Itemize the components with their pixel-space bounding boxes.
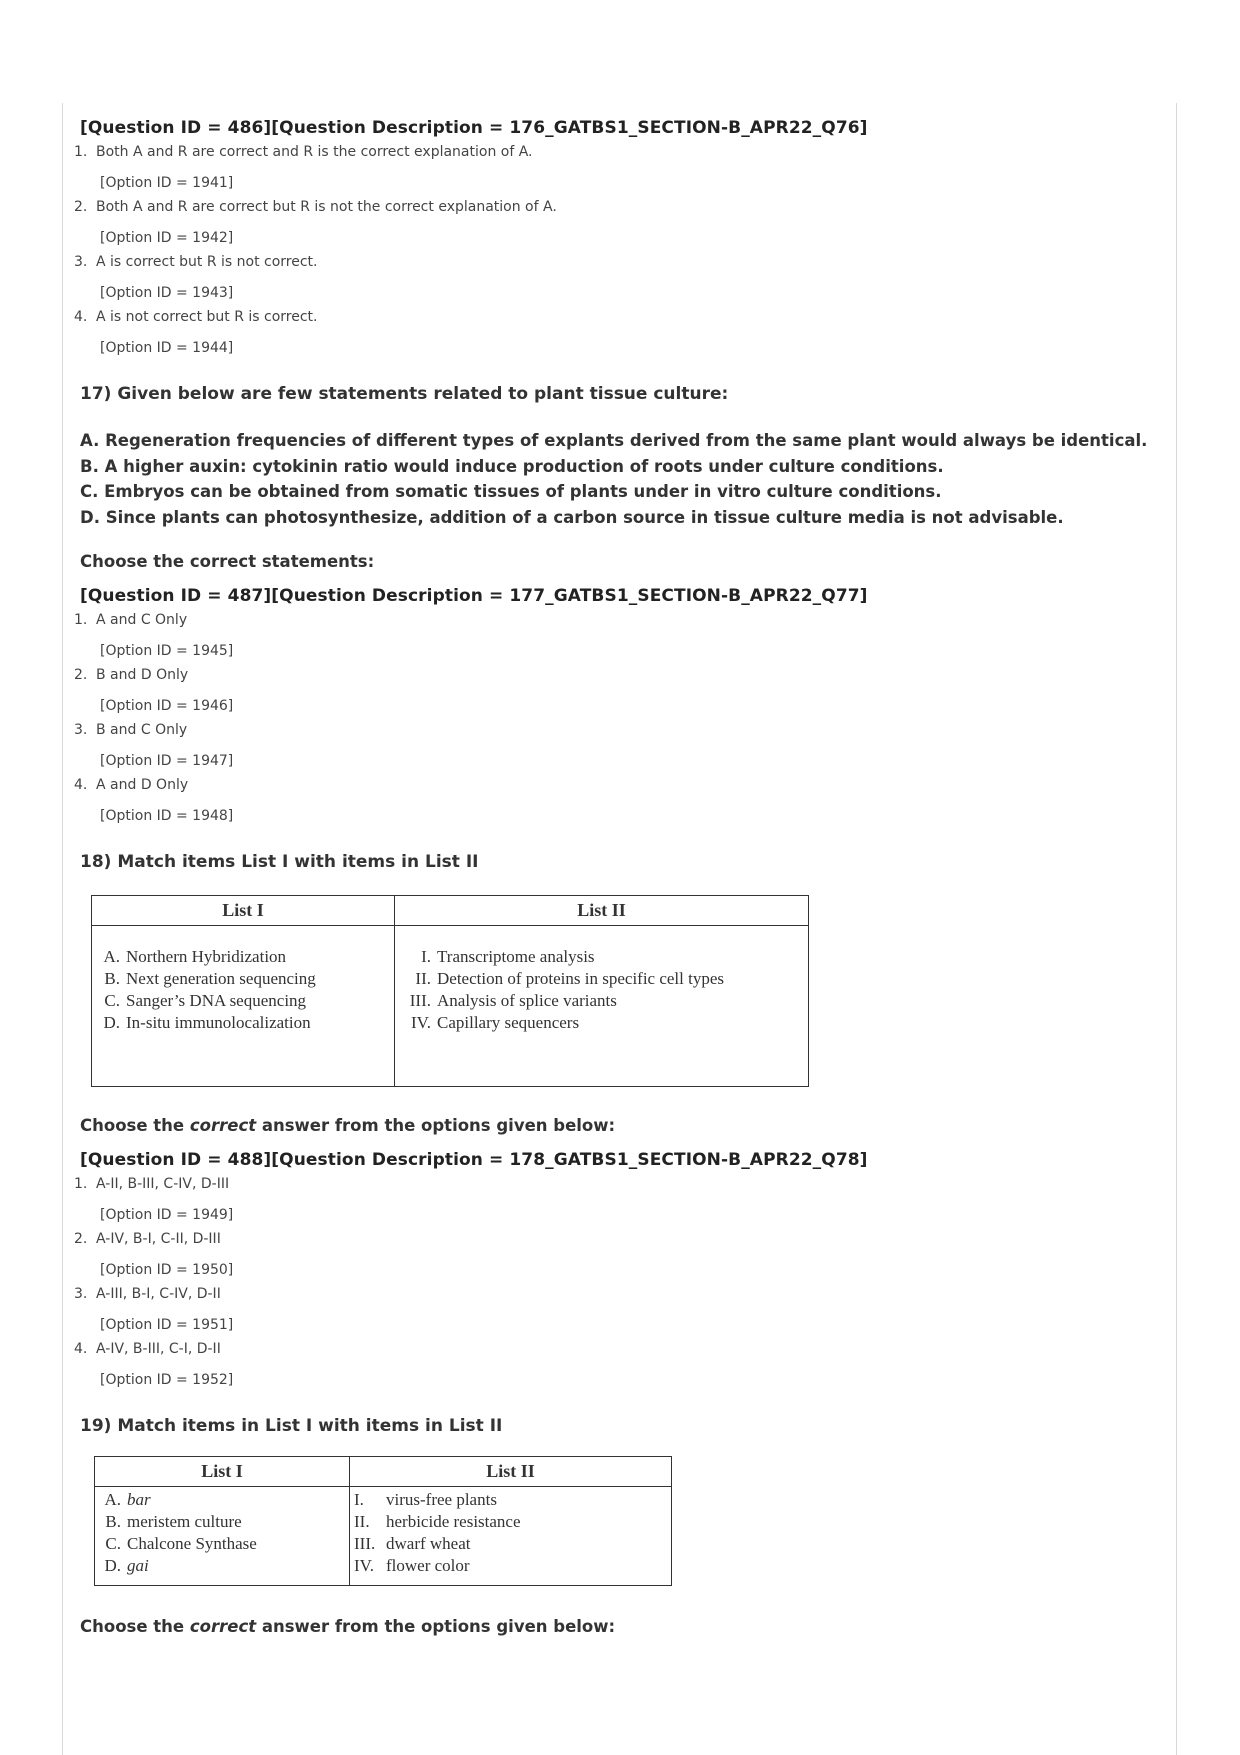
option-item[interactable] (74, 197, 1164, 252)
item-label: I. (354, 1490, 364, 1509)
table-header-list-i: List I (95, 1457, 350, 1487)
item-label: B. (104, 969, 120, 988)
options-list-q16 (74, 142, 1164, 362)
item-text: Transcriptome analysis (437, 947, 595, 966)
option-id: [Option ID = 1945] (100, 643, 234, 659)
option-number: 1. (74, 144, 88, 160)
option-number: 2. (74, 667, 88, 683)
item-text: bar (127, 1490, 151, 1509)
prompt-emphasis: correct (189, 1116, 257, 1135)
option-number: 2. (74, 1231, 88, 1247)
list-item (354, 1555, 667, 1577)
statement-d: D. Since plants can photosynthesize, addition of a carbon source in tissue culture media is not advisable. (80, 507, 1064, 527)
prompt-text-pre: Choose the (80, 1116, 190, 1135)
prompt-emphasis: correct (189, 1617, 257, 1636)
item-text: dwarf wheat (386, 1534, 471, 1553)
question-id-488: [Question ID = 488][Question Description = 178_GATBS1_SECTION-B_APR22_Q78] (80, 1150, 868, 1170)
option-id: [Option ID = 1943] (100, 285, 234, 301)
item-text: Sanger’s DNA sequencing (126, 991, 307, 1010)
option-text: A is correct but R is not correct. (96, 254, 318, 270)
item-label: IV. (411, 1013, 431, 1032)
option-item[interactable] (74, 307, 1164, 362)
option-item[interactable] (74, 1284, 1164, 1339)
item-text: Analysis of splice variants (437, 991, 617, 1010)
option-item[interactable] (74, 252, 1164, 307)
item-label: A. (103, 947, 120, 966)
table-header-list-ii: List II (395, 896, 809, 926)
prompt-text-pre: Choose the (80, 1617, 190, 1636)
list-ii-cell (350, 1487, 672, 1586)
item-text: Detection of proteins in specific cell types (437, 969, 725, 988)
option-number: 3. (74, 1286, 88, 1302)
option-id: [Option ID = 1941] (100, 175, 234, 191)
item-label: III. (354, 1534, 376, 1553)
option-id: [Option ID = 1946] (100, 698, 234, 714)
statement-c: C. Embryos can be obtained from somatic tissues of plants under in vitro culture conditions. (80, 482, 942, 501)
list-ii-cell (395, 926, 809, 1087)
option-number: 3. (74, 254, 88, 270)
list-item (401, 946, 802, 968)
table-header-list-i: List I (92, 896, 395, 926)
page-rule-right (1176, 103, 1177, 1755)
item-text: gai (127, 1556, 149, 1575)
option-text: B and D Only (96, 667, 189, 683)
item-text: virus-free plants (386, 1490, 497, 1509)
option-text: A is not correct but R is correct. (96, 309, 318, 325)
item-label: D. (103, 1013, 120, 1032)
option-id: [Option ID = 1950] (100, 1262, 234, 1278)
list-item (98, 968, 388, 990)
option-text: A-IV, B-I, C-II, D-III (96, 1231, 221, 1247)
choose-prompt-19 (80, 1617, 1164, 1636)
item-text: Chalcone Synthase (127, 1534, 257, 1553)
statement-b: B. A higher auxin: cytokinin ratio would induce production of roots under culture conditions. (80, 456, 944, 476)
list-item (99, 1555, 345, 1577)
list-item (98, 990, 388, 1012)
option-text: A and C Only (96, 612, 188, 628)
option-id: [Option ID = 1942] (100, 230, 234, 246)
option-id: [Option ID = 1944] (100, 340, 234, 356)
list-item (401, 990, 802, 1012)
item-label: II. (415, 969, 431, 988)
item-text: In-situ immunolocalization (126, 1013, 311, 1032)
option-number: 1. (74, 612, 88, 628)
option-id: [Option ID = 1951] (100, 1317, 234, 1333)
list-item (401, 1012, 802, 1034)
item-text: meristem culture (127, 1512, 242, 1531)
option-number: 4. (74, 309, 88, 325)
option-item[interactable] (74, 610, 1164, 665)
list-i-cell (95, 1487, 350, 1586)
list-item (354, 1533, 667, 1555)
statement-a: A. Regeneration frequencies of different types of explants derived from the same plant would always be identical. (80, 431, 1148, 450)
option-number: 4. (74, 1341, 88, 1357)
list-item (401, 968, 802, 990)
option-number: 1. (74, 1176, 88, 1192)
page-rule-left (62, 103, 63, 1755)
item-label: D. (104, 1556, 121, 1575)
list-item (98, 946, 388, 968)
option-text: A-II, B-III, C-IV, D-III (96, 1176, 230, 1192)
option-item[interactable] (74, 775, 1164, 830)
options-list-q17 (74, 610, 1164, 830)
match-table-19 (94, 1456, 672, 1586)
option-item[interactable] (74, 665, 1164, 720)
statement-list (80, 428, 1164, 530)
question-id-486: [Question ID = 486][Question Description = 176_GATBS1_SECTION-B_APR22_Q76] (80, 118, 868, 138)
choose-prompt-17: Choose the correct statements: (80, 552, 375, 571)
item-label: A. (104, 1490, 121, 1509)
item-label: I. (421, 947, 431, 966)
option-item[interactable] (74, 1229, 1164, 1284)
item-label: III. (409, 991, 431, 1010)
page-content (74, 118, 1164, 1636)
item-label: B. (105, 1512, 121, 1531)
option-text: Both A and R are correct and R is the correct explanation of A. (96, 144, 533, 160)
option-text: Both A and R are correct but R is not the correct explanation of A. (96, 199, 557, 215)
table-header-list-ii: List II (350, 1457, 672, 1487)
list-item (354, 1489, 667, 1511)
choose-prompt-18 (80, 1116, 1164, 1135)
list-item (99, 1511, 345, 1533)
item-text: Northern Hybridization (126, 947, 287, 966)
item-label: C. (105, 1534, 121, 1553)
option-number: 3. (74, 722, 88, 738)
prompt-text-post: answer from the options given below: (256, 1617, 616, 1636)
match-table-18 (91, 895, 809, 1087)
list-item (98, 1012, 388, 1034)
list-item (99, 1489, 345, 1511)
option-item[interactable] (74, 142, 1164, 197)
option-item[interactable] (74, 1174, 1164, 1229)
option-text: A-IV, B-III, C-I, D-II (96, 1341, 221, 1357)
prompt-text-post: answer from the options given below: (256, 1116, 616, 1135)
option-number: 4. (74, 777, 88, 793)
option-id: [Option ID = 1947] (100, 753, 234, 769)
option-id: [Option ID = 1949] (100, 1207, 234, 1223)
option-item[interactable] (74, 1339, 1164, 1394)
item-label: IV. (354, 1556, 374, 1575)
option-text: B and C Only (96, 722, 188, 738)
question-id-487: [Question ID = 487][Question Description = 177_GATBS1_SECTION-B_APR22_Q77] (80, 586, 868, 606)
question-title-18: 18) Match items List I with items in List II (80, 852, 479, 872)
option-text: A-III, B-I, C-IV, D-II (96, 1286, 221, 1302)
item-text: Next generation sequencing (126, 969, 316, 988)
item-text: herbicide resistance (386, 1512, 521, 1531)
option-text: A and D Only (96, 777, 189, 793)
list-item (354, 1511, 667, 1533)
question-title-19: 19) Match items in List I with items in List II (80, 1416, 503, 1436)
option-id: [Option ID = 1948] (100, 808, 234, 824)
option-item[interactable] (74, 720, 1164, 775)
list-i-cell (92, 926, 395, 1087)
option-id: [Option ID = 1952] (100, 1372, 234, 1388)
option-number: 2. (74, 199, 88, 215)
item-label: II. (354, 1512, 370, 1531)
item-text: Capillary sequencers (437, 1013, 580, 1032)
question-title-17: 17) Given below are few statements related to plant tissue culture: (80, 384, 729, 404)
options-list-q18 (74, 1174, 1164, 1394)
item-label: C. (104, 991, 120, 1010)
list-item (99, 1533, 345, 1555)
item-text: flower color (386, 1556, 470, 1575)
